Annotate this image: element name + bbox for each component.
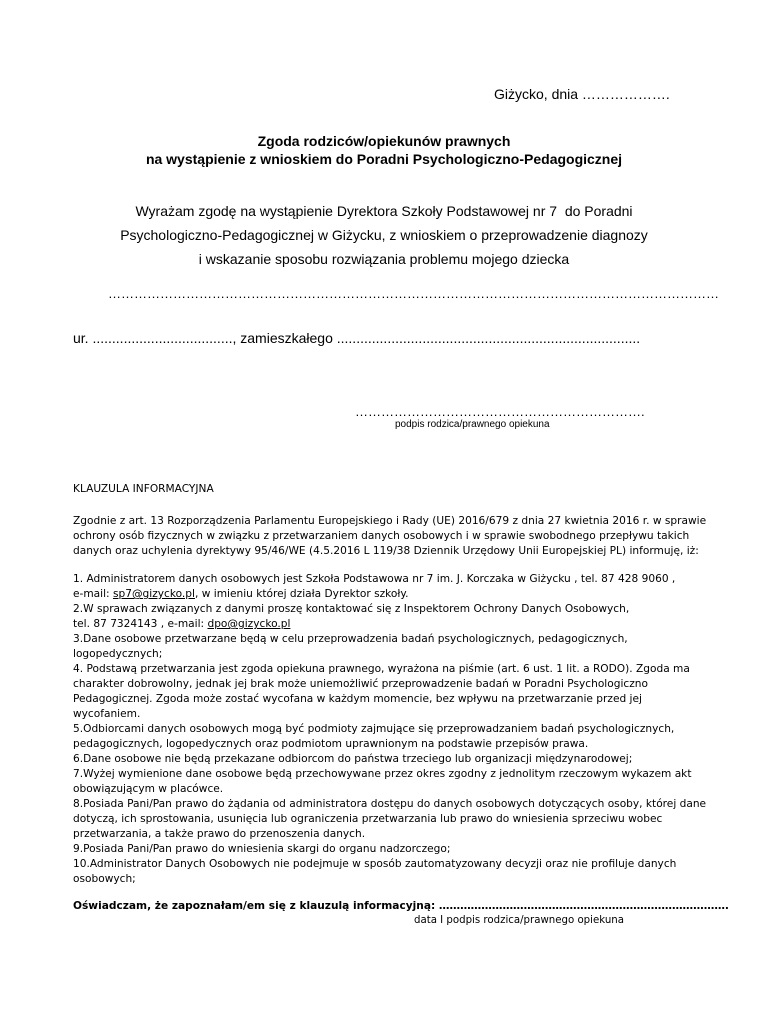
- clause-line: wycofaniem.: [73, 708, 141, 720]
- clause-line: osobowych;: [73, 873, 136, 885]
- clause-line: logopedycznych;: [73, 648, 163, 660]
- consent-line-3: i wskazanie sposobu rozwiązania problemu mojego dziecka: [198, 251, 570, 267]
- clause-line: 9.Posiada Pani/Pan prawo do wniesienia skargi do organu nadzorczego;: [73, 843, 451, 855]
- point-2-line-1: 2.W sprawach związanych z danymi proszę kontaktować się z Inspektorem Ochrony Danych Osobowych,: [73, 603, 630, 615]
- school-email-link[interactable]: sp7@gizycko.pl: [112, 588, 195, 600]
- point-1-line-2: [73, 587, 713, 602]
- consent-line-2: Psychologiczno-Pedagogicznej w Giżycku, z wnioskiem o przeprowadzenie diagnozy: [120, 227, 648, 243]
- clause-points: [73, 572, 713, 887]
- clause-intro-line: ochrony osób fizycznych w związku z przetwarzaniem danych osobowych i w sprawie swobodnego przepływu takich: [73, 530, 690, 542]
- date-line: Giżycko, dnia ……………….: [494, 86, 670, 102]
- dpo-phone: tel. 87 7324143 , e-mail:: [73, 618, 208, 630]
- clause-heading: KLAUZULA INFORMACYJNA: [73, 483, 214, 495]
- clause-line: 3.Dane osobowe przetwarzane będą w celu przeprowadzenia badań psychologicznych, pedagogicznych,: [73, 633, 628, 645]
- email-prefix: e-mail:: [73, 588, 113, 600]
- clause-intro: [73, 514, 713, 559]
- title-line-2: na wystąpienie z wnioskiem do Poradni Psychologiczno-Pedagogicznej: [145, 151, 623, 167]
- child-name-field: ……………………………………………………………………………………………………………………………: [108, 286, 719, 301]
- dpo-email-link[interactable]: dpo@gizycko.pl: [207, 618, 291, 630]
- birth-residence-field: ur. ...................................., zamieszkałego ..............................................................................: [73, 330, 641, 346]
- point-1-line-1: 1. Administratorem danych osobowych jest Szkoła Podstawowa nr 7 im. J. Korczaka w Giżycku , tel. 87 428 9060 ,: [73, 573, 676, 585]
- clause-line: pedagogicznych, logopedycznych oraz podmiotom uprawnionym na podstawie przepisów prawa.: [73, 738, 589, 750]
- clause-line: 5.Odbiorcami danych osobowych mogą być podmioty zajmujące się przeprowadzaniem badań psychologicznych,: [73, 723, 675, 735]
- clause-intro-line: danych oraz uchylenia dyrektywy 95/46/WE (4.5.2016 L 119/38 Dziennik Urzędowy Unii Europejskiej PL) informuję, iż:: [73, 545, 699, 557]
- clause-line: Pedagogicznej. Zgoda może zostać wycofana w każdym momencie, bez wpływu na przetwarzanie przed jej: [73, 693, 642, 705]
- clause-line: 4. Podstawą przetwarzania jest zgoda opiekuna prawnego, wyrażona na piśmie (art. 6 ust. 1 lit. a RODO). Zgoda ma: [73, 663, 690, 675]
- consent-line-1: Wyrażam zgodę na wystąpienie Dyrektora Szkoły Podstawowej nr 7 do Poradni: [135, 203, 633, 219]
- clause-line: 8.Posiada Pani/Pan prawo do żądania od administratora dostępu do danych osobowych dotyczących osoby, której dane: [73, 798, 707, 810]
- clause-line: charakter dobrowolny, jednak jej brak może uniemożliwić przeprowadzenie badań w Poradni Psychologiczno: [73, 678, 648, 690]
- clause-line: 10.Administrator Danych Osobowych nie podejmuje w sposób zautomatyzowany decyzji oraz nie profiluje danych: [73, 858, 677, 870]
- point-2-line-2: [73, 617, 713, 632]
- declaration-text: Oświadczam, że zapoznałam/em się z klauzulą informacyjną: ……………………………………………………………………….: [73, 900, 729, 912]
- signature-line: ………………………………………………………….: [355, 404, 645, 419]
- clause-line: 6.Dane osobowe nie będą przekazane odbiorcom do państwa trzeciego lub organizacji międzynarodowej;: [73, 753, 633, 765]
- title-line-1: Zgoda rodziców/opiekunów prawnych: [257, 133, 511, 149]
- signature-label: podpis rodzica/prawnego opiekuna: [395, 419, 550, 430]
- clause-line: dotyczą, ich sprostowania, usunięcia lub ograniczenia przetwarzania lub prawo do wniesienia sprzeciwu wobec: [73, 813, 663, 825]
- clause-line: obowiązującym w placówce.: [73, 783, 224, 795]
- clause-intro-line: Zgodnie z art. 13 Rozporządzenia Parlamentu Europejskiego i Rady (UE) 2016/679 z dnia 27 kwietnia 2016 r. w sprawie: [73, 515, 707, 527]
- declaration-signature-label: data I podpis rodzica/prawnego opiekuna: [414, 915, 624, 926]
- clause-line: 7.Wyżej wymienione dane osobowe będą przechowywane przez okres zgodny z jednolitym rzeczowym wykazem akt: [73, 768, 692, 780]
- point-1-suffix: , w imieniu której działa Dyrektor szkoły.: [194, 588, 409, 600]
- clause-line: przetwarzania, a także prawo do przenoszenia danych.: [73, 828, 366, 840]
